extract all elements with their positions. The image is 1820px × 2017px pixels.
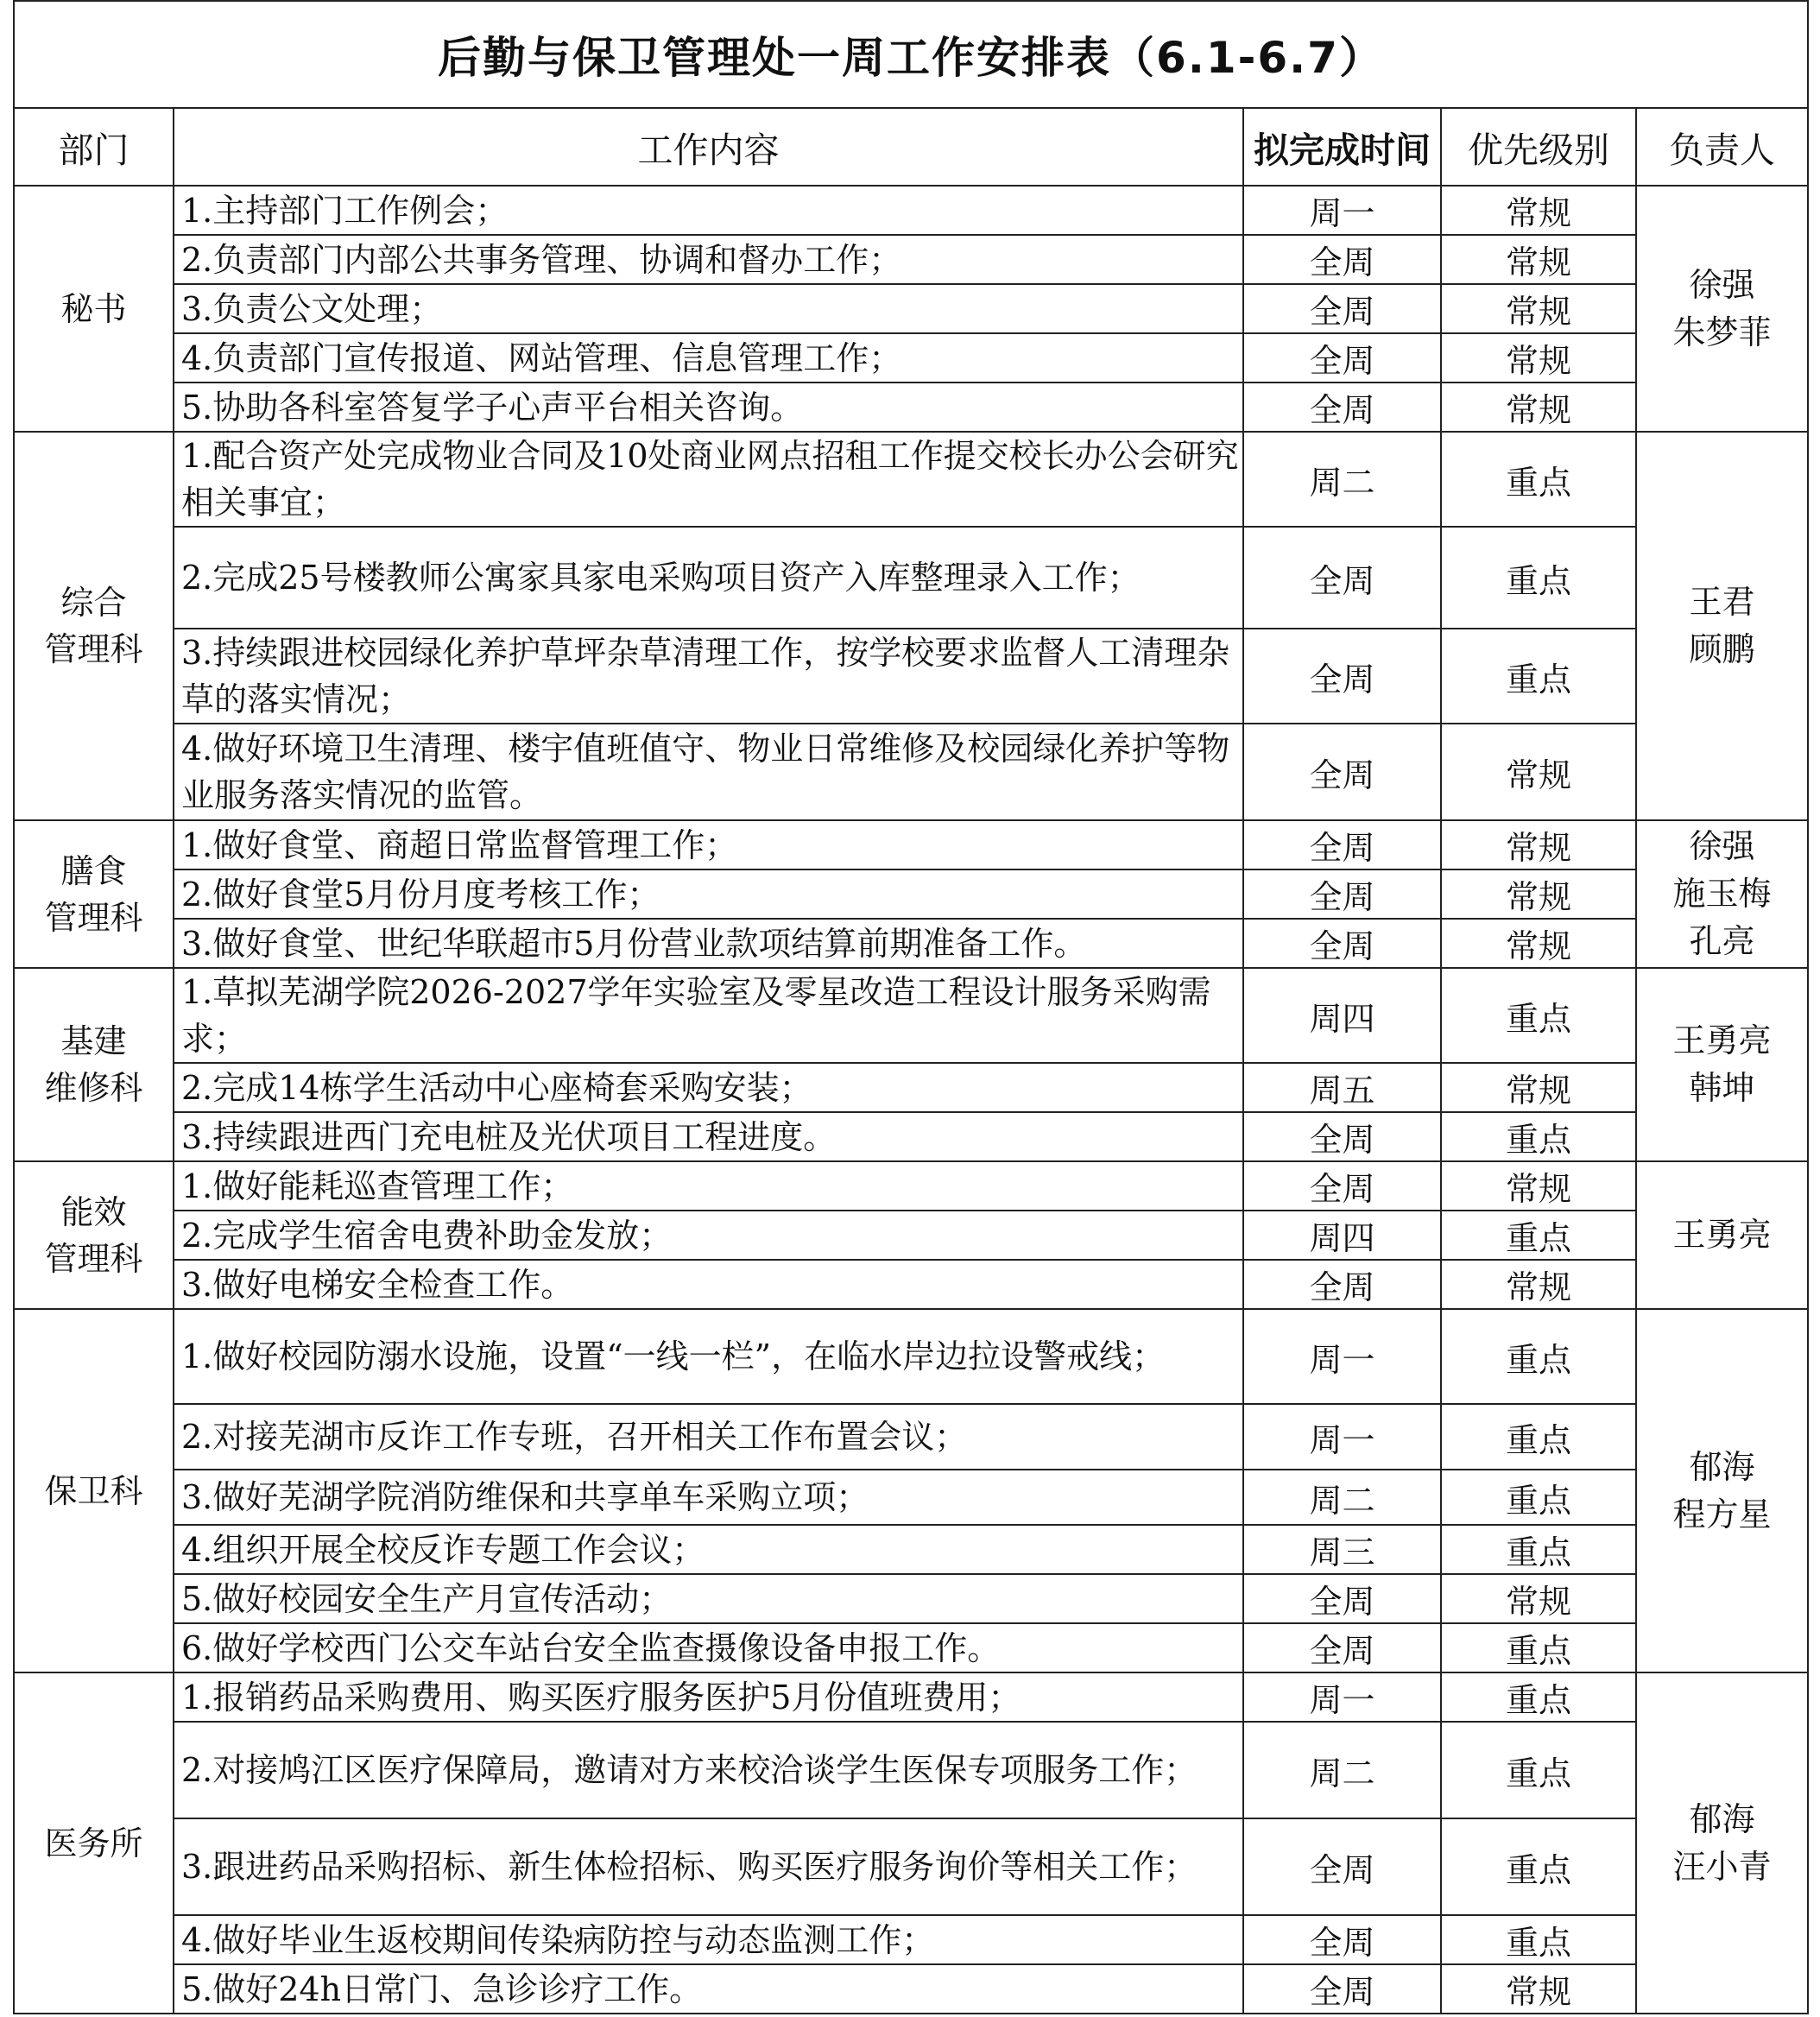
task-content: 5.协助各科室答复学子心声平台相关咨询。 bbox=[174, 383, 1243, 432]
department-cell: 能效 管理科 bbox=[14, 1161, 174, 1309]
task-deadline: 全周 bbox=[1243, 284, 1441, 333]
task-deadline: 全周 bbox=[1243, 1112, 1441, 1161]
table-row bbox=[14, 432, 1808, 527]
department-cell: 膳食 管理科 bbox=[14, 820, 174, 968]
task-content: 1.做好食堂、商超日常监督管理工作； bbox=[174, 820, 1243, 869]
owner-cell: 王勇亮 bbox=[1636, 1161, 1808, 1309]
task-content: 6.做好学校西门公交车站台安全监查摄像设备申报工作。 bbox=[174, 1623, 1243, 1672]
task-priority: 重点 bbox=[1441, 1722, 1636, 1818]
table-row bbox=[14, 1112, 1808, 1161]
task-priority: 常规 bbox=[1441, 724, 1636, 820]
task-deadline: 周一 bbox=[1243, 1404, 1441, 1470]
table-row bbox=[14, 527, 1808, 629]
task-content: 3.持续跟进西门充电桩及光伏项目工程进度。 bbox=[174, 1112, 1243, 1161]
owner-cell: 王君 顾鹏 bbox=[1636, 432, 1808, 820]
header-department: 部门 bbox=[14, 108, 174, 186]
schedule-table bbox=[13, 0, 1809, 2014]
task-content: 1.主持部门工作例会； bbox=[174, 186, 1243, 235]
department-cell: 医务所 bbox=[14, 1672, 174, 2014]
table-row bbox=[14, 1915, 1808, 1964]
table-row bbox=[14, 820, 1808, 869]
table-row bbox=[14, 1964, 1808, 2014]
header-owner: 负责人 bbox=[1636, 108, 1808, 186]
task-content: 2.做好食堂5月份月度考核工作； bbox=[174, 869, 1243, 919]
task-priority: 常规 bbox=[1441, 1964, 1636, 2014]
task-deadline: 全周 bbox=[1243, 383, 1441, 432]
owner-cell: 徐强 朱梦菲 bbox=[1636, 186, 1808, 432]
task-deadline: 全周 bbox=[1243, 1574, 1441, 1623]
task-priority: 常规 bbox=[1441, 820, 1636, 869]
task-content: 2.对接芜湖市反诈工作专班，召开相关工作布置会议； bbox=[174, 1404, 1243, 1470]
task-content: 3.负责公文处理； bbox=[174, 284, 1243, 333]
table-row bbox=[14, 1818, 1808, 1915]
table-row bbox=[14, 1722, 1808, 1818]
task-priority: 重点 bbox=[1441, 432, 1636, 527]
schedule-body bbox=[14, 186, 1808, 2014]
task-priority: 常规 bbox=[1441, 869, 1636, 919]
task-priority: 常规 bbox=[1441, 333, 1636, 383]
task-content: 2.完成14栋学生活动中心座椅套采购安装； bbox=[174, 1063, 1243, 1112]
task-content: 1.做好校园防溺水设施，设置“一线一栏”，在临水岸边拉设警戒线； bbox=[174, 1309, 1243, 1404]
task-content: 4.做好毕业生返校期间传染病防控与动态监测工作； bbox=[174, 1915, 1243, 1964]
task-priority: 重点 bbox=[1441, 1915, 1636, 1964]
department-cell: 基建 维修科 bbox=[14, 968, 174, 1161]
table-row bbox=[14, 1211, 1808, 1260]
task-content: 1.报销药品采购费用、购买医疗服务医护5月份值班费用； bbox=[174, 1672, 1243, 1722]
task-content: 3.跟进药品采购招标、新生体检招标、购买医疗服务询价等相关工作； bbox=[174, 1818, 1243, 1915]
task-deadline: 全周 bbox=[1243, 1915, 1441, 1964]
task-deadline: 全周 bbox=[1243, 527, 1441, 629]
task-content: 4.做好环境卫生清理、楼宇值班值守、物业日常维修及校园绿化养护等物业服务落实情况的监管。 bbox=[174, 724, 1243, 820]
task-content: 1.草拟芜湖学院2026-2027学年实验室及零星改造工程设计服务采购需求； bbox=[174, 968, 1243, 1063]
task-priority: 常规 bbox=[1441, 919, 1636, 968]
task-content: 3.做好食堂、世纪华联超市5月份营业款项结算前期准备工作。 bbox=[174, 919, 1243, 968]
task-deadline: 周一 bbox=[1243, 1672, 1441, 1722]
task-deadline: 全周 bbox=[1243, 629, 1441, 724]
task-priority: 常规 bbox=[1441, 1161, 1636, 1211]
owner-cell: 徐强 施玉梅 孔亮 bbox=[1636, 820, 1808, 968]
task-priority: 重点 bbox=[1441, 629, 1636, 724]
task-priority: 重点 bbox=[1441, 1211, 1636, 1260]
task-priority: 常规 bbox=[1441, 235, 1636, 284]
task-deadline: 周三 bbox=[1243, 1525, 1441, 1574]
task-priority: 重点 bbox=[1441, 1818, 1636, 1915]
task-content: 2.完成25号楼教师公寓家具家电采购项目资产入库整理录入工作； bbox=[174, 527, 1243, 629]
table-row bbox=[14, 1623, 1808, 1672]
task-deadline: 全周 bbox=[1243, 235, 1441, 284]
task-content: 3.做好电梯安全检查工作。 bbox=[174, 1260, 1243, 1309]
task-deadline: 周二 bbox=[1243, 1470, 1441, 1525]
task-content: 3.持续跟进校园绿化养护草坪杂草清理工作，按学校要求监督人工清理杂草的落实情况； bbox=[174, 629, 1243, 724]
task-priority: 重点 bbox=[1441, 527, 1636, 629]
table-row bbox=[14, 284, 1808, 333]
task-priority: 重点 bbox=[1441, 1672, 1636, 1722]
table-row bbox=[14, 629, 1808, 724]
table-row bbox=[14, 1404, 1808, 1470]
task-content: 4.负责部门宣传报道、网站管理、信息管理工作； bbox=[174, 333, 1243, 383]
task-priority: 常规 bbox=[1441, 284, 1636, 333]
header-content: 工作内容 bbox=[174, 108, 1243, 186]
table-row bbox=[14, 333, 1808, 383]
task-content: 2.完成学生宿舍电费补助金发放； bbox=[174, 1211, 1243, 1260]
table-row bbox=[14, 1672, 1808, 1722]
task-content: 2.负责部门内部公共事务管理、协调和督办工作； bbox=[174, 235, 1243, 284]
task-content: 3.做好芜湖学院消防维保和共享单车采购立项； bbox=[174, 1470, 1243, 1525]
task-deadline: 全周 bbox=[1243, 1161, 1441, 1211]
table-row bbox=[14, 919, 1808, 968]
task-priority: 重点 bbox=[1441, 1309, 1636, 1404]
task-deadline: 周一 bbox=[1243, 1309, 1441, 1404]
task-priority: 重点 bbox=[1441, 1470, 1636, 1525]
task-deadline: 周二 bbox=[1243, 432, 1441, 527]
task-deadline: 周一 bbox=[1243, 186, 1441, 235]
task-deadline: 全周 bbox=[1243, 869, 1441, 919]
table-row bbox=[14, 869, 1808, 919]
task-content: 5.做好24h日常门、急诊诊疗工作。 bbox=[174, 1964, 1243, 2014]
department-cell: 保卫科 bbox=[14, 1309, 174, 1672]
task-deadline: 全周 bbox=[1243, 1818, 1441, 1915]
table-row bbox=[14, 186, 1808, 235]
page-title: 后勤与保卫管理处一周工作安排表（6.1-6.7） bbox=[14, 1, 1808, 108]
task-deadline: 全周 bbox=[1243, 1623, 1441, 1672]
table-row bbox=[14, 1309, 1808, 1404]
task-deadline: 全周 bbox=[1243, 820, 1441, 869]
task-priority: 常规 bbox=[1441, 1260, 1636, 1309]
task-priority: 重点 bbox=[1441, 1525, 1636, 1574]
task-deadline: 周五 bbox=[1243, 1063, 1441, 1112]
task-deadline: 周二 bbox=[1243, 1722, 1441, 1818]
table-row bbox=[14, 1574, 1808, 1623]
task-priority: 重点 bbox=[1441, 1623, 1636, 1672]
header-priority: 优先级别 bbox=[1441, 108, 1636, 186]
task-deadline: 全周 bbox=[1243, 724, 1441, 820]
owner-cell: 郁海 程方星 bbox=[1636, 1309, 1808, 1672]
task-priority: 常规 bbox=[1441, 1574, 1636, 1623]
task-deadline: 全周 bbox=[1243, 1964, 1441, 2014]
task-deadline: 全周 bbox=[1243, 333, 1441, 383]
table-row bbox=[14, 383, 1808, 432]
task-deadline: 全周 bbox=[1243, 919, 1441, 968]
owner-cell: 王勇亮 韩坤 bbox=[1636, 968, 1808, 1161]
table-row bbox=[14, 1525, 1808, 1574]
table-row bbox=[14, 724, 1808, 820]
task-content: 2.对接鸠江区医疗保障局，邀请对方来校洽谈学生医保专项服务工作； bbox=[174, 1722, 1243, 1818]
table-row bbox=[14, 1260, 1808, 1309]
table-row bbox=[14, 1063, 1808, 1112]
task-content: 4.组织开展全校反诈专题工作会议； bbox=[174, 1525, 1243, 1574]
task-content: 1.做好能耗巡查管理工作； bbox=[174, 1161, 1243, 1211]
task-priority: 重点 bbox=[1441, 968, 1636, 1063]
header-deadline: 拟完成时间 bbox=[1243, 108, 1441, 186]
department-cell: 综合 管理科 bbox=[14, 432, 174, 820]
task-priority: 常规 bbox=[1441, 1063, 1636, 1112]
schedule-sheet bbox=[13, 0, 1807, 2014]
table-row bbox=[14, 1470, 1808, 1525]
task-deadline: 全周 bbox=[1243, 1260, 1441, 1309]
table-row bbox=[14, 1161, 1808, 1211]
task-priority: 重点 bbox=[1441, 1404, 1636, 1470]
task-content: 1.配合资产处完成物业合同及10处商业网点招租工作提交校长办公会研究相关事宜； bbox=[174, 432, 1243, 527]
task-priority: 常规 bbox=[1441, 186, 1636, 235]
owner-cell: 郁海 汪小青 bbox=[1636, 1672, 1808, 2014]
task-content: 5.做好校园安全生产月宣传活动； bbox=[174, 1574, 1243, 1623]
table-row bbox=[14, 968, 1808, 1063]
task-priority: 重点 bbox=[1441, 1112, 1636, 1161]
table-row bbox=[14, 235, 1808, 284]
task-deadline: 周四 bbox=[1243, 968, 1441, 1063]
department-cell: 秘书 bbox=[14, 186, 174, 432]
task-deadline: 周四 bbox=[1243, 1211, 1441, 1260]
task-priority: 常规 bbox=[1441, 383, 1636, 432]
